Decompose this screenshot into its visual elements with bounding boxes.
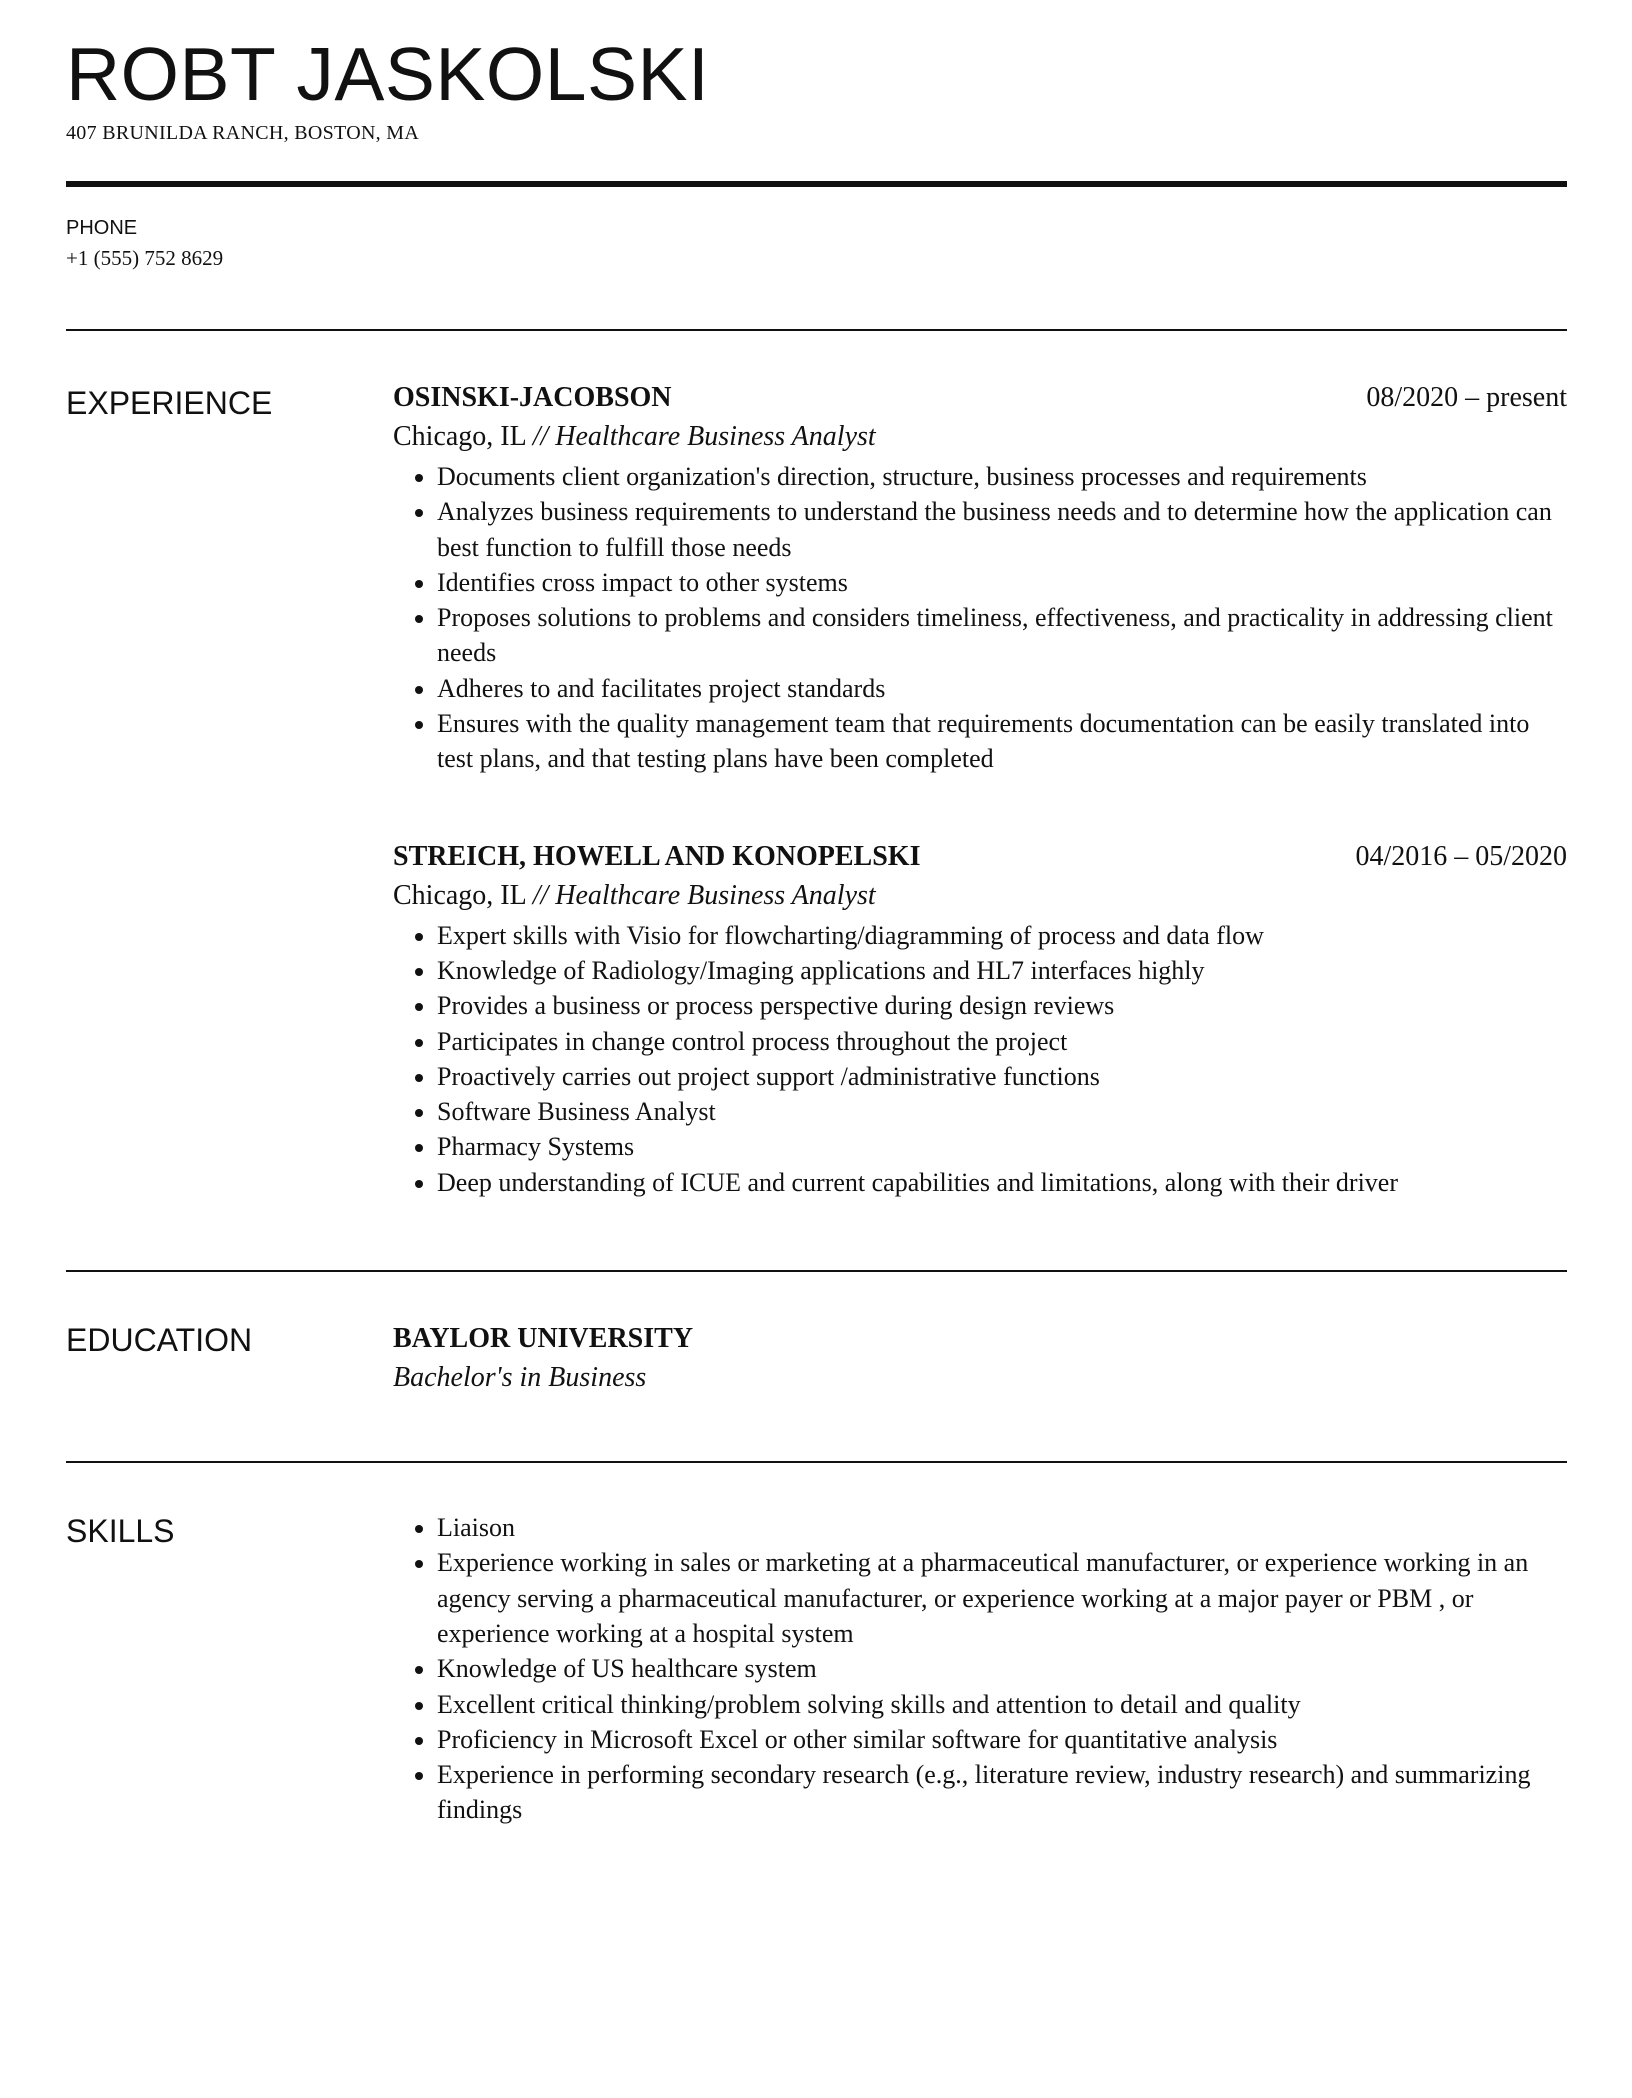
- list-item: • Proactively carries out project support /administrative functions: [437, 1059, 1567, 1094]
- job-location: Chicago, IL: [393, 879, 526, 911]
- skills-heading: SKILLS: [66, 1513, 175, 1550]
- list-item: • Ensures with the quality management team that requirements documentation can be easily translated into test plans, and that testing plans have been completed: [437, 706, 1567, 777]
- job-separator: //: [532, 421, 549, 452]
- job-bullets: [393, 918, 1567, 1200]
- list-item: • Participates in change control process throughout the project: [437, 1024, 1567, 1059]
- list-item: • Deep understanding of ICUE and current capabilities and limitations, along with their driver: [437, 1165, 1567, 1200]
- job-title: Healthcare Business Analyst: [555, 879, 876, 911]
- list-item: • Experience in performing secondary research (e.g., literature review, industry research) and summarizing findings: [437, 1757, 1567, 1828]
- job-header: [393, 838, 1567, 876]
- phone-number: +1 (555) 752 8629: [66, 246, 224, 270]
- job-separator: //: [532, 879, 549, 911]
- list-item: • Software Business Analyst: [437, 1094, 1567, 1129]
- list-item: • Excellent critical thinking/problem solving skills and attention to detail and quality: [437, 1687, 1567, 1722]
- skills-body: [393, 1511, 1567, 1828]
- education-body: [393, 1320, 1567, 1398]
- header-divider: [66, 181, 1567, 187]
- list-item: • Documents client organization's direction, structure, business processes and requirements: [437, 459, 1567, 494]
- list-item: • Adheres to and facilitates project standards: [437, 671, 1567, 706]
- experience-section: [66, 379, 1567, 1200]
- company-name: STREICH, HOWELL AND KONOPELSKI: [393, 840, 921, 872]
- list-item: • Liaison: [437, 1510, 1567, 1545]
- list-item: • Pharmacy Systems: [437, 1129, 1567, 1164]
- job-entry: [393, 379, 1567, 777]
- candidate-name: ROBT JASKOLSKI: [66, 32, 710, 116]
- experience-body: [393, 379, 1567, 1200]
- education-section: [66, 1320, 1567, 1398]
- section-divider: [66, 329, 1567, 331]
- job-title: Healthcare Business Analyst: [555, 421, 876, 452]
- job-dates: 08/2020 – present: [1366, 382, 1567, 413]
- list-item: • Identifies cross impact to other systems: [437, 565, 1567, 600]
- school-name: BAYLOR UNIVERSITY: [393, 1323, 694, 1355]
- skills-section: [66, 1511, 1567, 1828]
- job-subtitle: [393, 417, 1567, 457]
- contact-block: [66, 217, 1567, 271]
- list-item: • Knowledge of Radiology/Imaging applications and HL7 interfaces highly: [437, 953, 1567, 988]
- list-item: • Proficiency in Microsoft Excel or other similar software for quantitative analysis: [437, 1722, 1567, 1757]
- job-header: [393, 379, 1567, 417]
- list-item: • Knowledge of US healthcare system: [437, 1651, 1567, 1686]
- job-location: Chicago, IL: [393, 421, 526, 452]
- degree: Bachelor's in Business: [393, 1362, 647, 1394]
- job-subtitle: [393, 876, 1567, 916]
- candidate-address: 407 BRUNILDA RANCH, BOSTON, MA: [66, 122, 420, 144]
- list-item: • Expert skills with Visio for flowcharting/diagramming of process and data flow: [437, 918, 1567, 953]
- skills-list: [393, 1510, 1567, 1828]
- phone-label: PHONE: [66, 217, 138, 239]
- list-item: • Proposes solutions to problems and considers timeliness, effectiveness, and practicality in addressing client needs: [437, 600, 1567, 671]
- section-divider: [66, 1270, 1567, 1272]
- job-entry: [393, 838, 1567, 1200]
- job-bullets: [393, 459, 1567, 777]
- list-item: • Experience working in sales or marketing at a pharmaceutical manufacturer, or experience working in an agency serving a pharmaceutical manufacturer, or experience working at a major payer or PBM , or experience working at a hospital system: [437, 1545, 1567, 1651]
- education-heading: EDUCATION: [66, 1322, 253, 1359]
- list-item: • Provides a business or process perspective during design reviews: [437, 988, 1567, 1023]
- list-item: • Analyzes business requirements to understand the business needs and to determine how the application can best function to fulfill those needs: [437, 494, 1567, 565]
- experience-heading: EXPERIENCE: [66, 385, 273, 421]
- company-name: OSINSKI-JACOBSON: [393, 382, 672, 413]
- job-dates: 04/2016 – 05/2020: [1355, 840, 1567, 872]
- section-divider: [66, 1461, 1567, 1463]
